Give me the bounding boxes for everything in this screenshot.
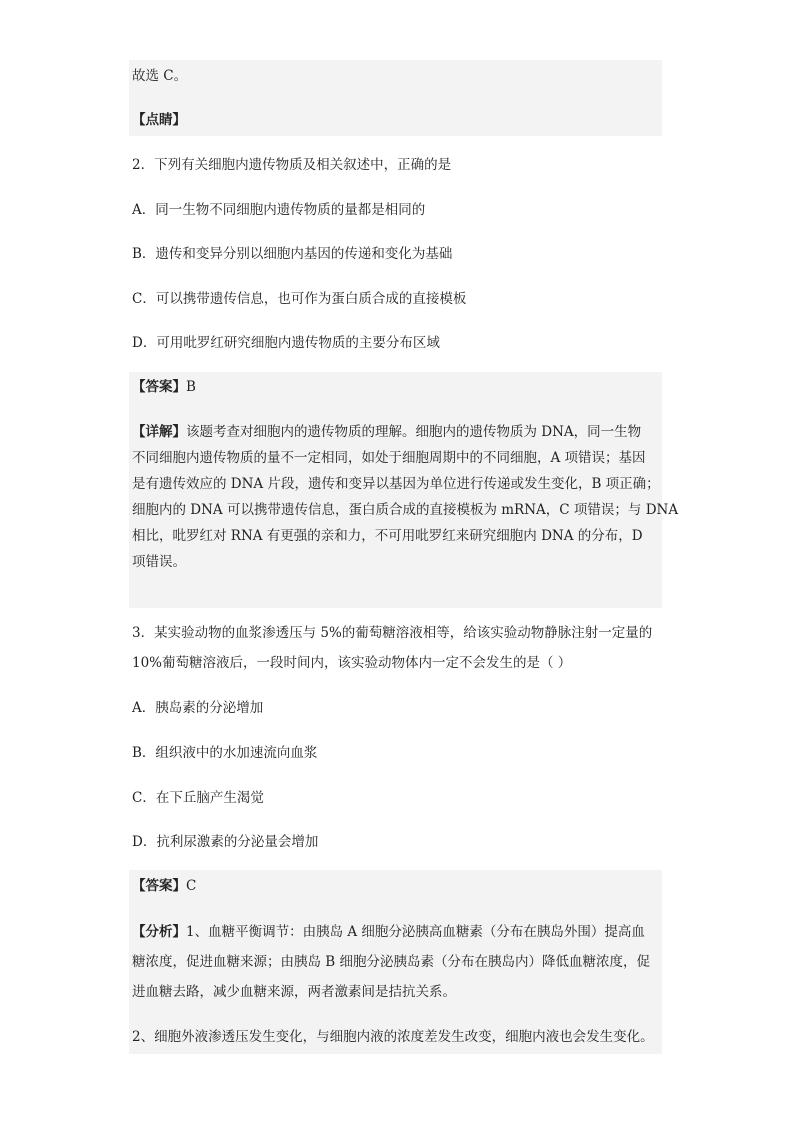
q2-answer xyxy=(132,376,662,398)
q2-answer-value: B xyxy=(186,379,196,395)
q3-answer-label: 【答案】 xyxy=(132,878,186,894)
q2-explain-label: 【详解】 xyxy=(132,424,186,440)
q3-point-2: 2、细胞外液渗透压发生变化，与细胞内液的浓度差发生改变，细胞内液也会发生变化。 xyxy=(132,1029,654,1045)
q3-option-d: D．抗利尿激素的分泌量会增加 xyxy=(132,834,319,850)
q3-analysis-line-3: 进血糖去路，减少血糖来源，两者激素间是拮抗关系。 xyxy=(132,984,456,1000)
q1-conclusion: 故选 C。 xyxy=(132,68,188,84)
q2-answer-label: 【答案】 xyxy=(132,379,186,395)
q1-tip-label: 【点睛】 xyxy=(132,112,186,128)
q2-option-a: A．同一生物不同细胞内遗传物质的量都是相同的 xyxy=(132,202,426,218)
q3-option-c: C．在下丘脑产生渴觉 xyxy=(132,790,264,806)
q2-explain-line-6: 项错误。 xyxy=(132,554,186,570)
q3-answer xyxy=(132,875,662,897)
q3-answer-value: C xyxy=(186,878,197,894)
q3-analysis-label: 【分析】 xyxy=(132,924,186,940)
q3-option-a: A．胰岛素的分泌增加 xyxy=(132,700,264,716)
q2-stem: 2．下列有关细胞内遗传物质及相关叙述中，正确的是 xyxy=(132,157,452,173)
q2-option-b: B．遗传和变异分别以细胞内基因的传递和变化为基础 xyxy=(132,246,453,262)
q2-option-d: D．可用吡罗红研究细胞内遗传物质的主要分布区域 xyxy=(132,335,440,351)
q3-analysis-text-1: 1、血糖平衡调节：由胰岛 A 细胞分泌胰高血糖素（分布在胰岛外围）提高血 xyxy=(186,924,645,940)
q2-explain-line-4: 细胞内的 DNA 可以携带遗传信息，蛋白质合成的直接模板为 mRNA，C 项错误；与 DNA xyxy=(132,502,679,518)
q3-analysis-line-1 xyxy=(132,921,662,943)
q3-stem-line-1: 3．某实验动物的血浆渗透压与 5%的葡萄糖溶液相等，给该实验动物静脉注射一定量的 xyxy=(132,625,653,641)
q2-explain-text-1: 该题考查对细胞内的遗传物质的理解。细胞内的遗传物质为 DNA，同一生物 xyxy=(186,424,642,440)
q2-explain-line-2: 不同细胞内遗传物质的量不一定相同，如处于细胞周期中的不同细胞，A 项错误；基因 xyxy=(132,450,646,466)
q2-explain-line-1 xyxy=(132,421,662,443)
q3-analysis-line-2: 糖浓度，促进血糖来源；由胰岛 B 细胞分泌胰岛素（分布在胰岛内）降低血糖浓度，促 xyxy=(132,954,651,970)
q2-option-c: C．可以携带遗传信息，也可作为蛋白质合成的直接模板 xyxy=(132,291,467,307)
q2-explain-line-5: 相比，吡罗红对 RNA 有更强的亲和力，不可用吡罗红来研究细胞内 DNA 的分布，D xyxy=(132,528,643,544)
q2-explain-line-3: 是有遗传效应的 DNA 片段，遗传和变异以基因为单位进行传递或发生变化，B 项正确； xyxy=(132,476,660,492)
q3-option-b: B．组织液中的水加速流向血浆 xyxy=(132,745,318,761)
q3-stem-line-2: 10%葡萄糖溶液后，一段时间内，该实验动物体内一定不会发生的是（ ） xyxy=(132,655,572,671)
